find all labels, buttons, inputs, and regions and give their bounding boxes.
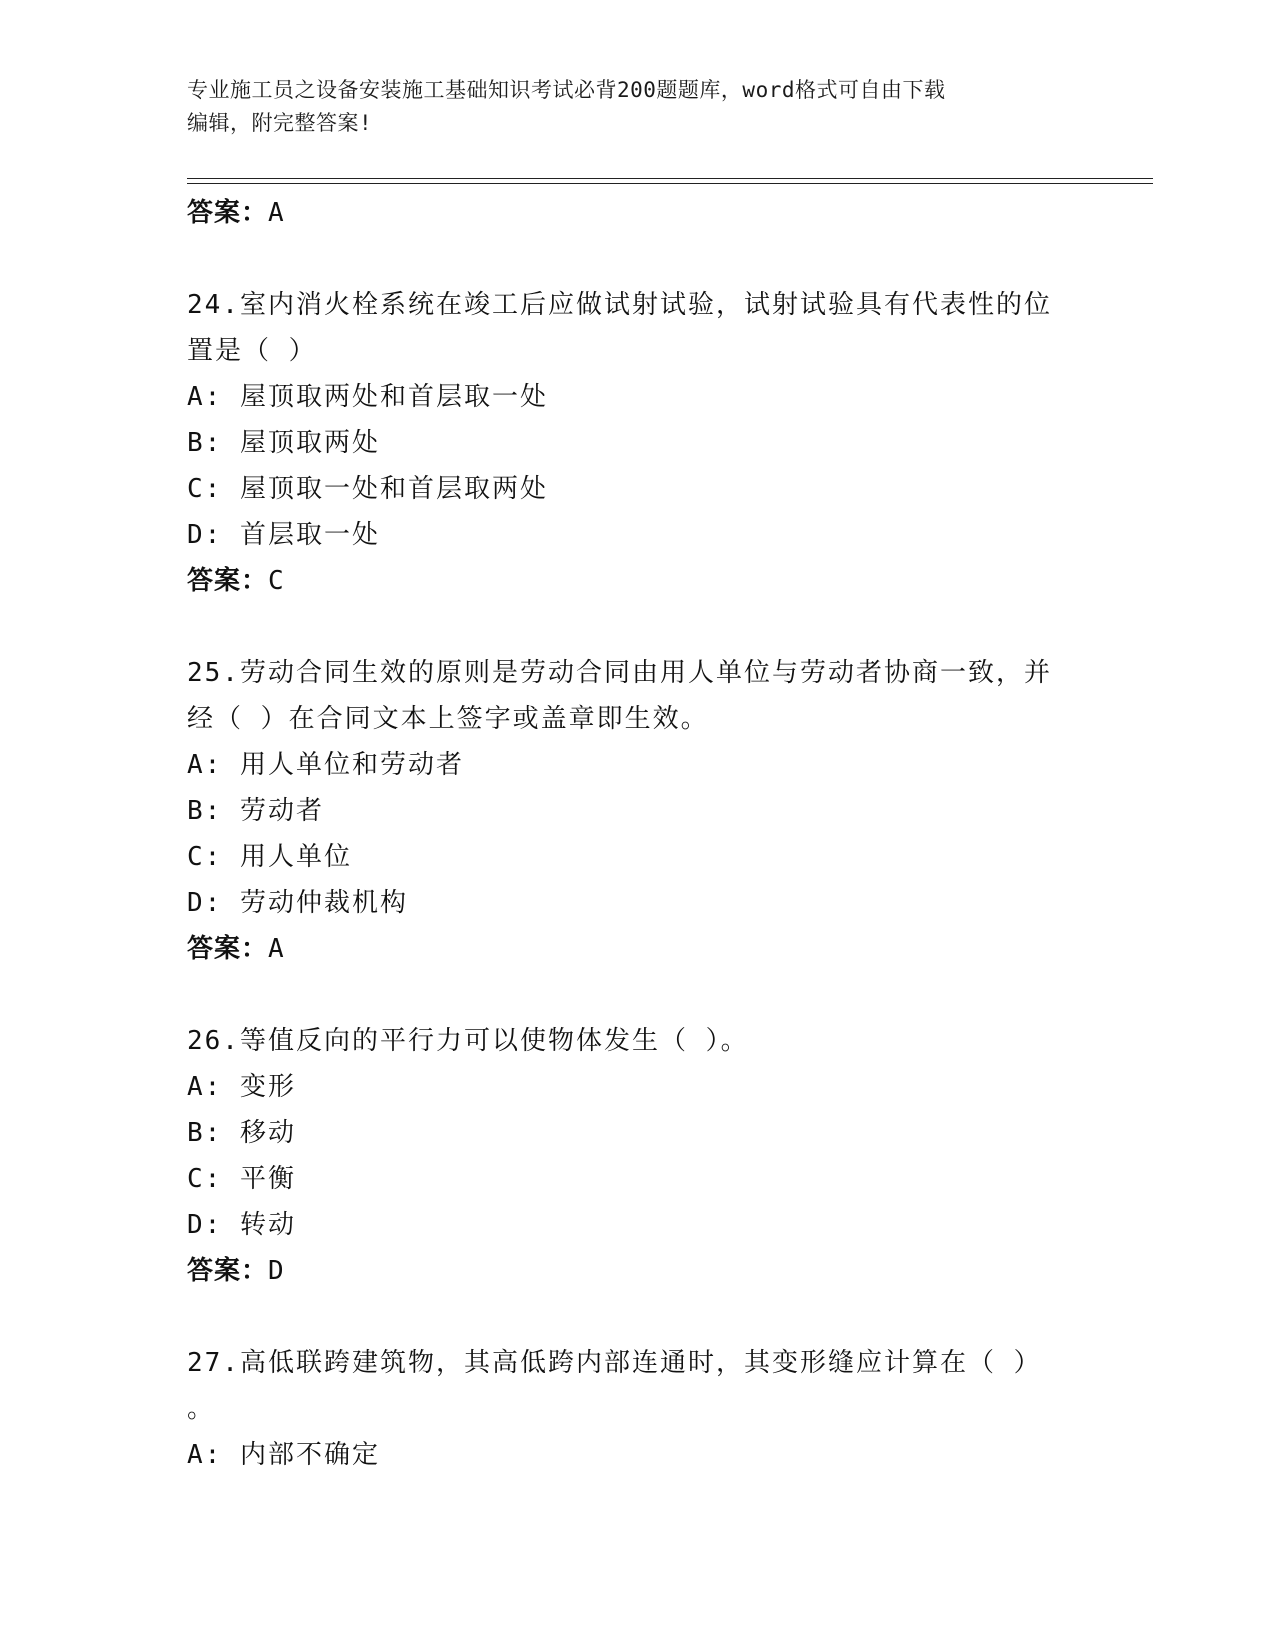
answer-value: A: [268, 198, 285, 228]
option-b: B: 屋顶取两处: [187, 428, 380, 458]
answer-value: D: [268, 1256, 285, 1286]
answer-line: [187, 926, 1087, 972]
question-text-line: 。: [187, 1394, 216, 1424]
header-rule-bottom: [187, 183, 1153, 184]
option-b: B: 移动: [187, 1118, 296, 1148]
question-text-line: 经（ ）在合同文本上签字或盖章即生效。: [187, 704, 709, 734]
document-header: [187, 74, 1067, 140]
answer-line: [187, 190, 1087, 236]
question-text-line: 26.等值反向的平行力可以使物体发生（ ）。: [187, 1026, 749, 1056]
question-text-line: 25.劳动合同生效的原则是劳动合同由用人单位与劳动者协商一致，并: [187, 658, 1052, 688]
option-d: D: 转动: [187, 1210, 296, 1240]
option-a: A: 用人单位和劳动者: [187, 750, 464, 780]
answer-label: 答案：: [187, 198, 269, 228]
answer-label: 答案：: [187, 934, 269, 964]
option-b: B: 劳动者: [187, 796, 324, 826]
header-line-1: 专业施工员之设备安装施工基础知识考试必背200题题库，word格式可自由下载: [187, 78, 946, 102]
answer-value: C: [268, 566, 285, 596]
answer-label: 答案：: [187, 566, 269, 596]
question-25: [187, 650, 1087, 972]
question-text-line: 置是（ ）: [187, 336, 317, 366]
answer-label: 答案：: [187, 1256, 269, 1286]
answer-value: A: [268, 934, 285, 964]
option-d: D: 首层取一处: [187, 520, 380, 550]
option-a: A: 变形: [187, 1072, 296, 1102]
header-line-2: 编辑，附完整答案!: [187, 111, 373, 135]
question-content: [187, 190, 1087, 1478]
option-a: A: 屋顶取两处和首层取一处: [187, 382, 548, 412]
option-c: C: 用人单位: [187, 842, 352, 872]
option-d: D: 劳动仲裁机构: [187, 888, 408, 918]
question-24: [187, 282, 1087, 604]
option-c: C: 屋顶取一处和首层取两处: [187, 474, 548, 504]
question-text-line: 27.高低联跨建筑物，其高低跨内部连通时，其变形缝应计算在（ ）: [187, 1348, 1042, 1378]
answer-line: [187, 1248, 1087, 1294]
option-c: C: 平衡: [187, 1164, 296, 1194]
option-a: A: 内部不确定: [187, 1440, 380, 1470]
answer-line: [187, 558, 1087, 604]
question-text-line: 24.室内消火栓系统在竣工后应做试射试验，试射试验具有代表性的位: [187, 290, 1052, 320]
question-26: [187, 1018, 1087, 1294]
question-27: [187, 1340, 1087, 1478]
header-rule-top: [187, 178, 1153, 179]
